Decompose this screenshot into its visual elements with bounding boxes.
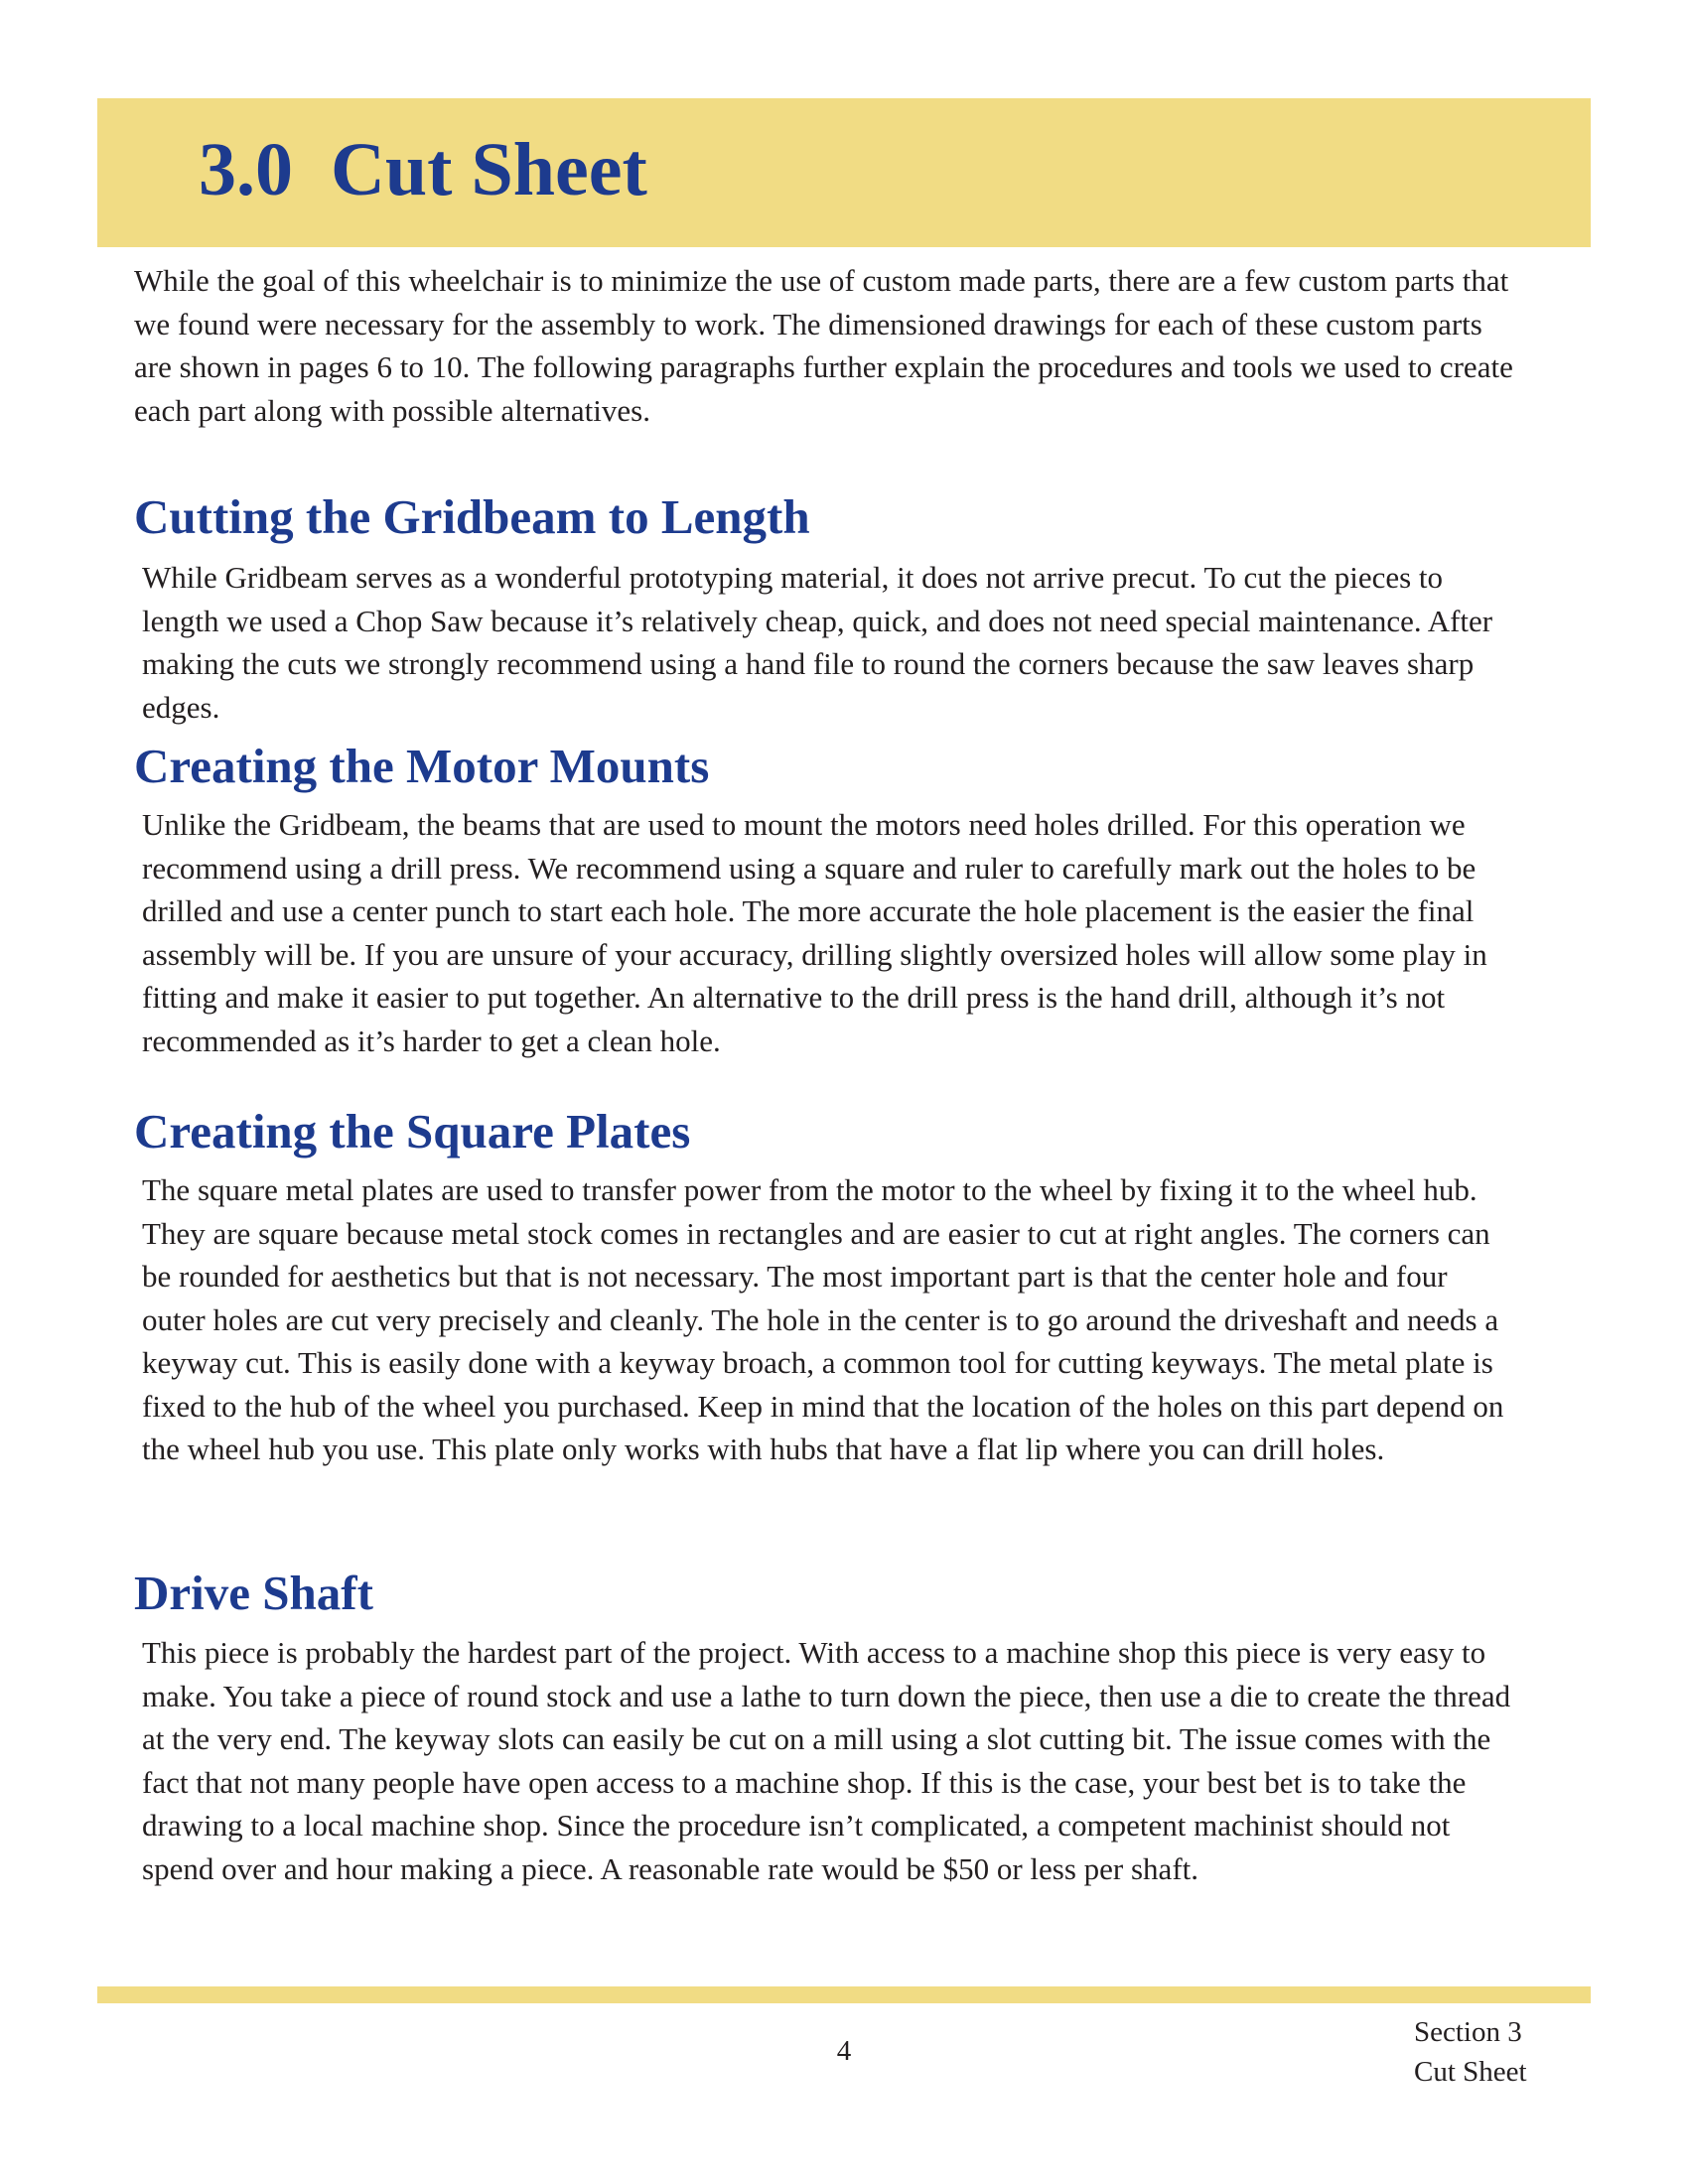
section-body-gridbeam: While Gridbeam serves as a wonderful prototyping material, it does not arrive precut. To cut the pieces to length we used a Chop Saw because it’s relatively cheap, quick, and does not need special maintenance. After making the cuts we strongly recommend using a hand file to round the corners because the saw leaves sharp edges. [142,560,1493,725]
section-heading-motor-mounts: Creating the Motor Mounts [134,739,710,793]
footer-section-label [1414,2012,1527,2092]
footer-rule [97,1986,1591,2003]
section-heading-square-plates: Creating the Square Plates [134,1104,691,1159]
section-heading-drive-shaft: Drive Shaft [134,1566,373,1620]
footer-section-line2: Cut Sheet [1414,2056,1527,2088]
section-body-square-plates: The square metal plates are used to transfer power from the motor to the wheel by fixing it to the wheel hub. They are square because metal stock comes in rectangles and are easier to cut at right angles. The corners can be rounded for aesthetics but that is not necessary. The most important part is that the center hole and four outer holes are cut very precisely and cleanly. The hole in the center is to go around the driveshaft and needs a keyway cut. This is easily done with a keyway broach, a common tool for cutting keyways. The metal plate is fixed to the hub of the wheel you purchased. Keep in mind that the location of the holes on this part depend on the wheel hub you use. This plate only works with hubs that have a flat lip where you can drill holes. [142,1172,1504,1466]
intro-paragraph: While the goal of this wheelchair is to minimize the use of custom made parts, there are a few custom parts that we found were necessary for the assembly to work. The dimensioned drawings for each of these custom parts are shown in pages 6 to 10. The following paragraphs further explain the procedures and tools we used to create each part along with possible alternatives. [134,263,1513,428]
section-heading-gridbeam: Cutting the Gridbeam to Length [134,489,810,544]
section-body-drive-shaft: This piece is probably the hardest part of the project. With access to a machine shop this piece is very easy to make. You take a piece of round stock and use a lathe to turn down the piece, then use a die to create the thread at the very end. The keyway slots can easily be cut on a mill using a slot cutting bit. The issue comes with the fact that not many people have open access to a machine shop. If this is the case, your best bet is to take the drawing to a local machine shop. Since the procedure isn’t complicated, a competent machinist should not spend over and hour making a piece. A reasonable rate would be $50 or less per shaft. [142,1635,1511,1886]
footer-section-line1: Section 3 [1414,2016,1522,2048]
page-number: 4 [836,2035,852,2067]
page-title: 3.0 Cut Sheet [199,128,647,211]
section-body-motor-mounts: Unlike the Gridbeam, the beams that are used to mount the motors need holes drilled. For this operation we recommend using a drill press. We recommend using a square and ruler to carefully mark out the holes to be drilled and use a center punch to start each hole. The more accurate the hole placement is the easier the final assembly will be. If you are unsure of your accuracy, drilling slightly oversized holes will allow some play in fitting and make it easier to put together. An alternative to the drill press is the hand drill, although it’s not recommended as it’s harder to get a clean hole. [142,807,1487,1058]
